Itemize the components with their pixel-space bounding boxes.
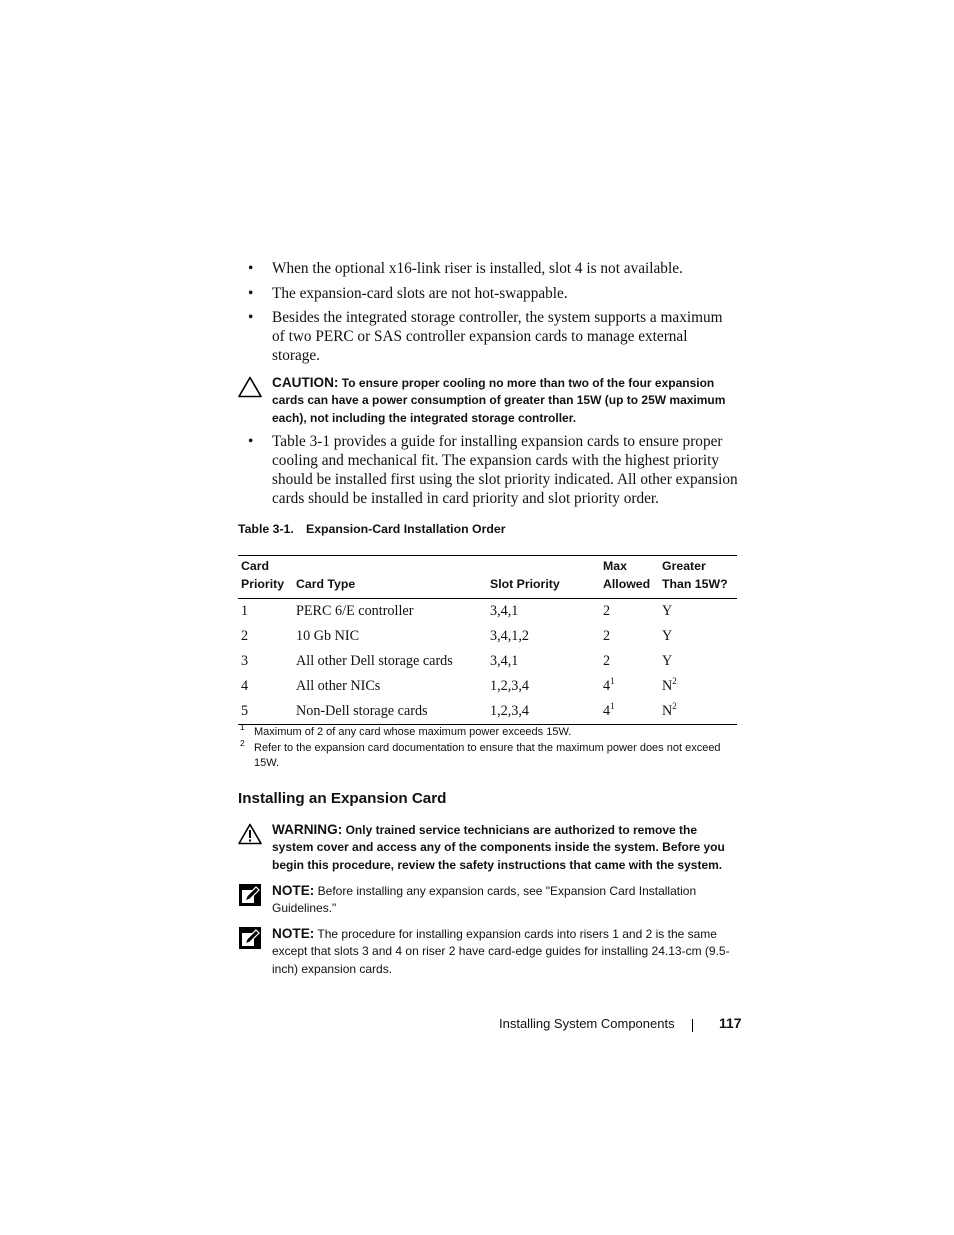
expansion-card-table [238, 555, 737, 725]
note-label: NOTE: [272, 926, 315, 941]
header-greater-than-15w: Greater Than 15W? [659, 556, 737, 599]
cell-priority: 1 [241, 603, 249, 619]
note-label: NOTE: [272, 883, 315, 898]
cell-card-type: All other NICs [296, 678, 381, 694]
table-row [238, 624, 737, 649]
cell-slot-priority: 3,4,1,2 [490, 628, 530, 644]
bullet-dot: • [248, 433, 254, 450]
footer-divider [692, 1019, 693, 1032]
cell-card-type: 10 Gb NIC [296, 628, 360, 644]
cell-greater-than-15w: Y [662, 603, 673, 619]
cell-greater-than-15w: $N^2$ [662, 676, 677, 694]
note-text: Before installing any expansion cards, see "Expansion Card Installation Guidelines." [272, 884, 697, 916]
note-pencil-icon [238, 884, 262, 906]
header-slot-priority: Slot Priority [487, 556, 600, 599]
cell-max-allowed: 2 [603, 603, 611, 619]
note-text: The procedure for installing expansion cards into risers 1 and 2 is the same except that slots 3 and 4 on riser 2 have card-edge guides for installing 24.13-cm (9.5-inch) expansion cards. [272, 927, 730, 976]
warning-label: WARNING: [272, 822, 343, 837]
cell-slot-priority: 3,4,1 [490, 653, 519, 669]
cell-priority: 4 [241, 678, 249, 694]
table-row [238, 599, 737, 625]
caution-text: To ensure proper cooling no more than two of the four expansion cards can have a power consumption of greater than 15W (up to 25W maximum each), not including the integrated storage controller. [272, 376, 726, 425]
header-card-priority: Card Priority [238, 556, 293, 599]
footnote-mark: 2 [240, 738, 245, 748]
bullet-text: When the optional x16-link riser is installed, slot 4 is not available. [272, 260, 683, 277]
cell-card-type: Non-Dell storage cards [293, 699, 487, 725]
section-heading: Installing an Expansion Card [238, 790, 447, 807]
cell-max-allowed: 2 [603, 628, 611, 644]
bullet-text: The expansion-card slots are not hot-swappable. [272, 285, 568, 302]
header-card-type: Card Type [293, 556, 487, 599]
table-row [238, 674, 737, 699]
cell-priority: 2 [241, 628, 249, 644]
cell-max-allowed: $4^1$ [603, 676, 615, 694]
table-caption [238, 522, 506, 536]
table-caption-title: Expansion-Card Installation Order [306, 522, 506, 536]
table-header-row [238, 556, 737, 599]
footnote-text: Refer to the expansion card documentation to ensure that the maximum power does not exceed 15W. [254, 742, 721, 769]
cell-slot-priority: 1,2,3,4 [490, 678, 530, 694]
cell-greater-than-15w: $N^2$ [659, 699, 737, 725]
table-row [238, 699, 737, 725]
table-caption-number: Table 3-1. [238, 522, 294, 536]
cell-greater-than-15w: Y [662, 628, 673, 644]
caution-label: CAUTION: [272, 375, 339, 390]
header-max-allowed: Max Allowed [600, 556, 659, 599]
cell-priority: 5 [238, 699, 293, 725]
cell-slot-priority: 1,2,3,4 [487, 699, 600, 725]
cell-max-allowed: $4^1$ [600, 699, 659, 725]
cell-priority: 3 [241, 653, 249, 669]
cell-slot-priority: 3,4,1 [490, 603, 519, 619]
caution-triangle-icon [238, 376, 262, 398]
table-row [238, 649, 737, 674]
warning-text: Only trained service technicians are authorized to remove the system cover and access any of the components inside the system. Before you begin this procedure, review the safety instructions that came with the system. [272, 823, 725, 872]
bullet-dot: • [248, 285, 254, 302]
footer-section-title: Installing System Components [499, 1016, 675, 1031]
bullet-dot: • [248, 260, 254, 277]
bullet-text: Table 3-1 provides a guide for installing expansion cards to ensure proper cooling and mechanical fit. The expansion cards with the highest priority should be installed first using the slot priority indicated. All other expansion cards should be installed in card priority and slot priority order. [272, 433, 738, 507]
bullet-dot: • [248, 309, 254, 326]
page-number: 117 [719, 1015, 742, 1031]
footnote-text: Maximum of 2 of any card whose maximum power exceeds 15W. [254, 726, 572, 738]
cell-card-type: PERC 6/E controller [296, 603, 414, 619]
warning-triangle-icon [238, 823, 262, 845]
cell-card-type: All other Dell storage cards [296, 653, 453, 669]
footnote-mark: 1 [240, 722, 245, 732]
bullet-text: Besides the integrated storage controller, the system supports a maximum of two PERC or SAS controller expansion cards to manage external storage. [272, 309, 723, 364]
cell-max-allowed: 2 [603, 653, 611, 669]
note-pencil-icon [238, 927, 262, 949]
cell-greater-than-15w: Y [662, 653, 673, 669]
